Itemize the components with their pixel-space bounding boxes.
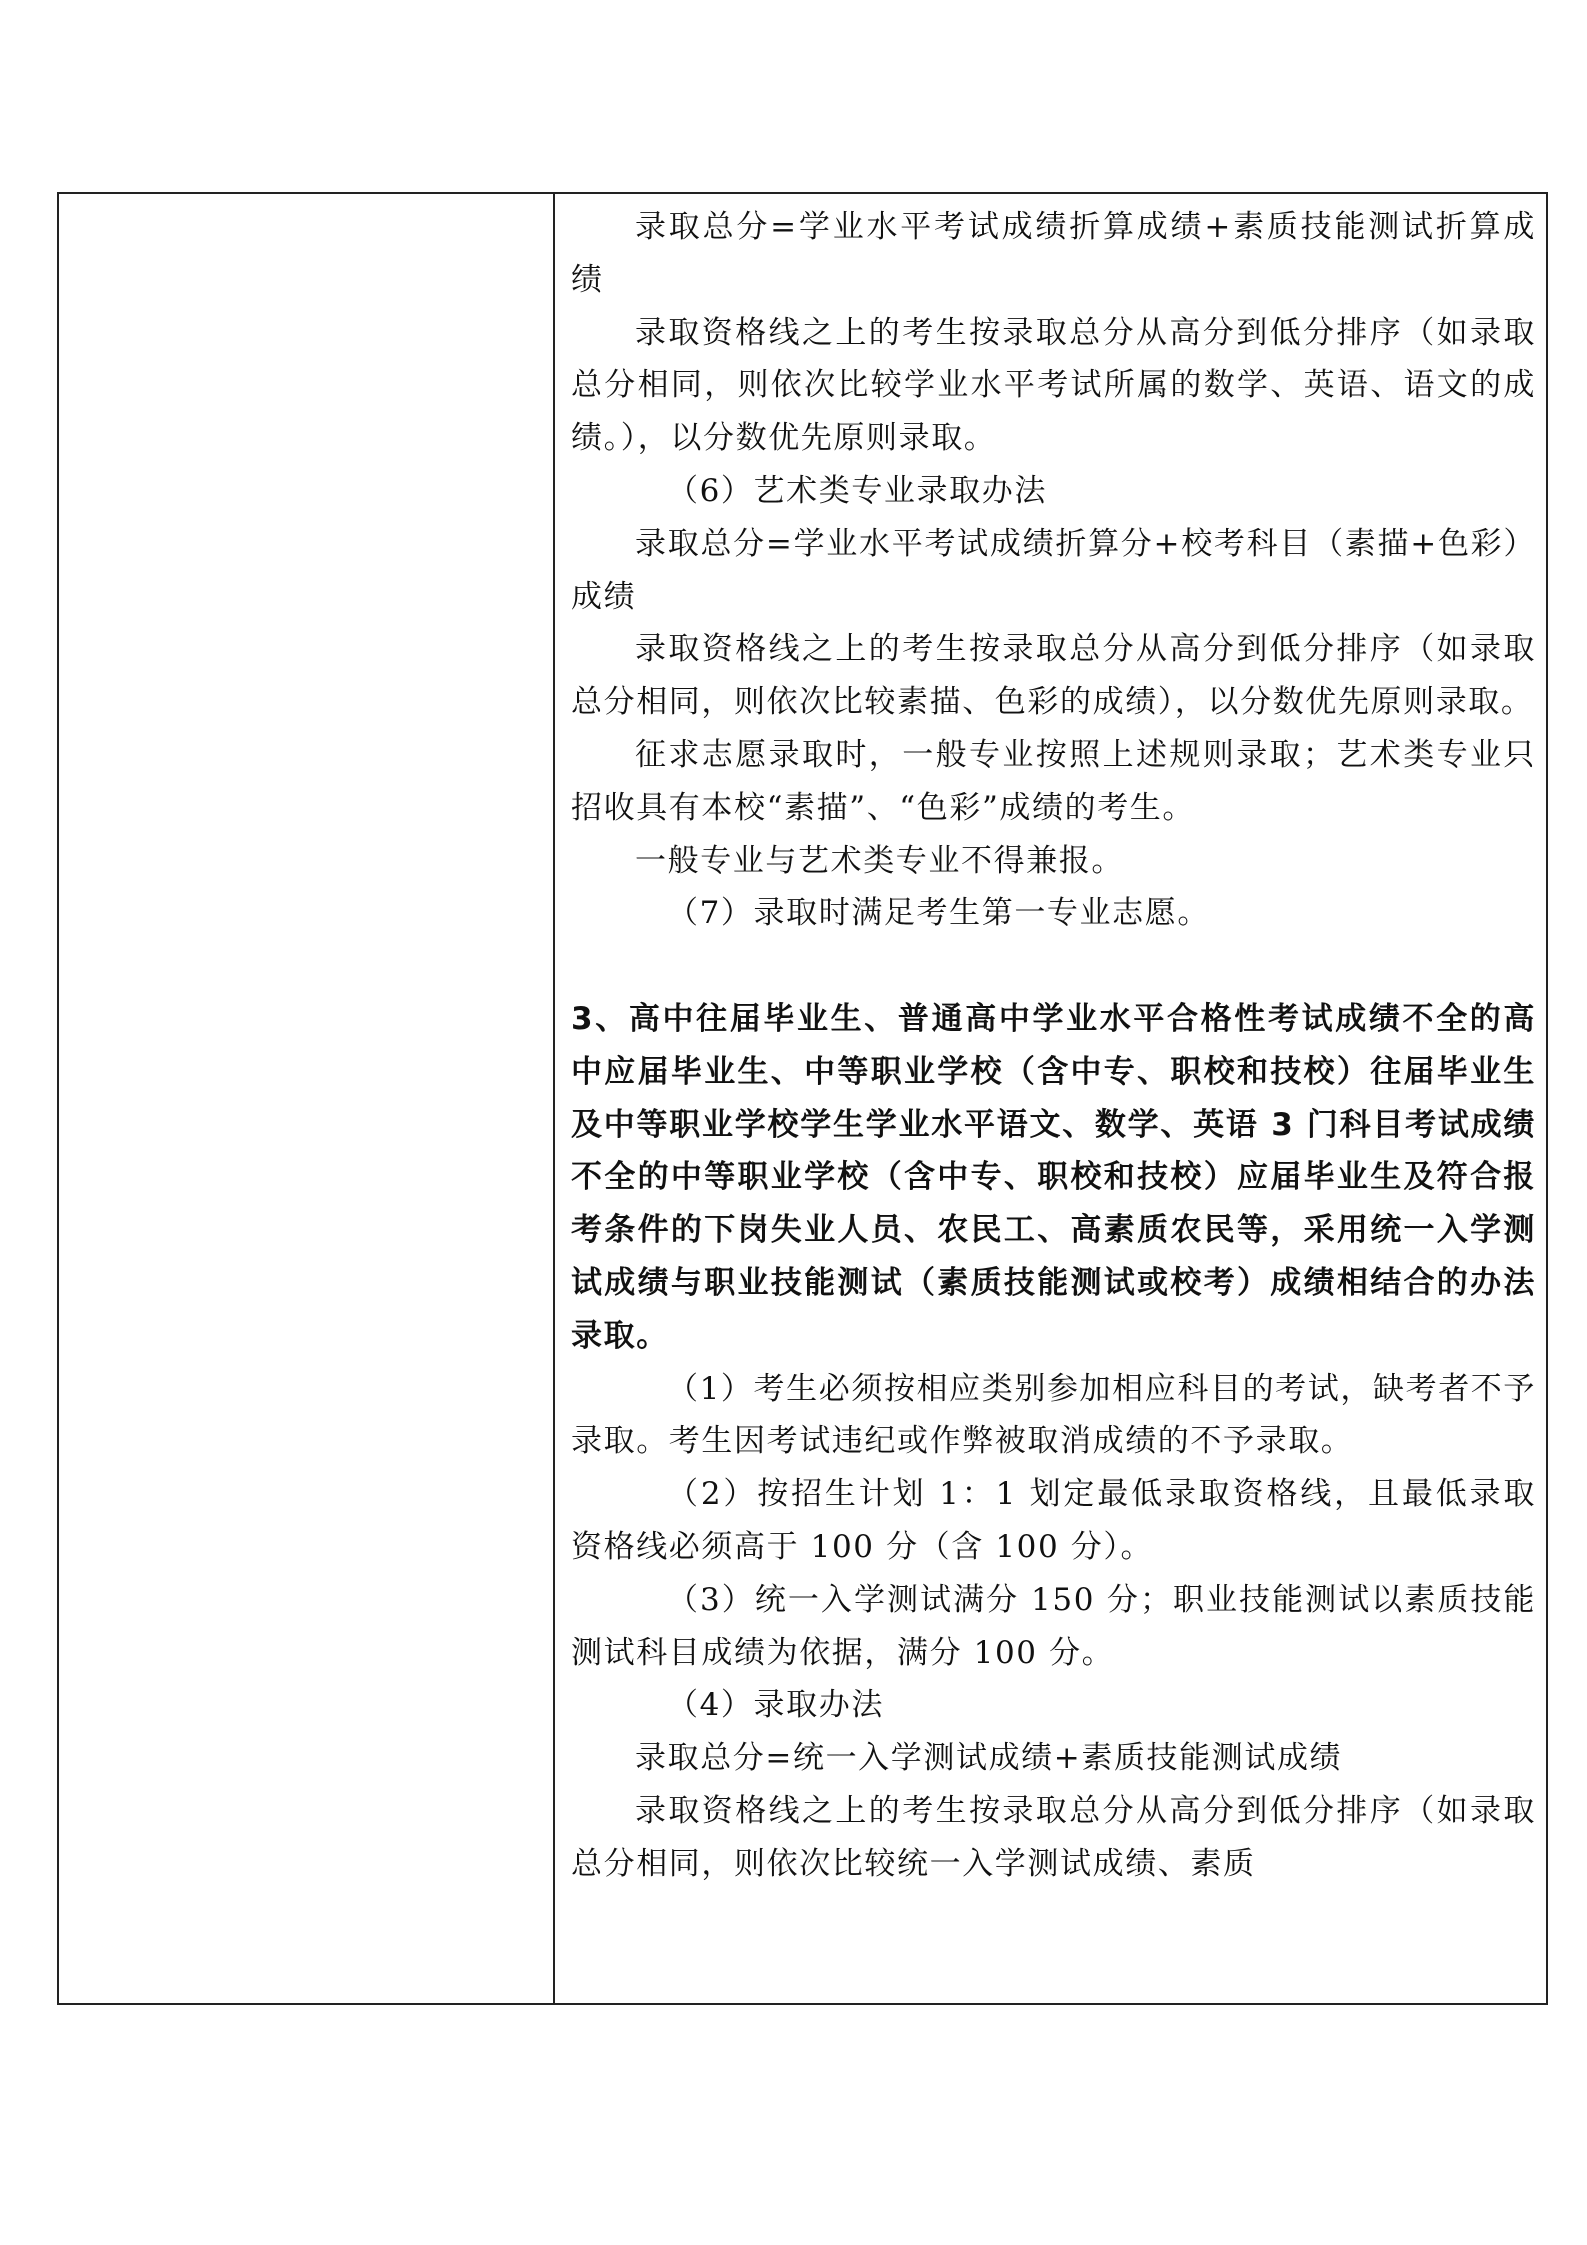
document-table — [57, 192, 1548, 2005]
paragraph-item-2: （2）按招生计划 1：1 划定最低录取资格线，且最低录取资格线必须高于 100 分（含 100 分）。 — [571, 1476, 1536, 1565]
paragraph-ranking-rule-2: 录取资格线之上的考生按录取总分从高分到低分排序（如录取总分相同，则依次比较统一入学测试成绩、素质 — [571, 1792, 1536, 1882]
paragraph-item-4-title: （4）录取办法 — [667, 1687, 884, 1724]
section3-heading: 3、高中往届毕业生、普通高中学业水平合格性考试成绩不全的高中应届毕业生、中等职业学校（含中专、职校和技校）往届毕业生及中等职业学校学生学业水平语文、数学、英语 3 门科目考试成绩不全的中等职业学校（含中专、职校和技校）应届毕业生及符合报考条件的下岗失业人员、农民工、高素质农民等，采用统一入学测试成绩与职业技能测试（素质技能测试或校考）成绩相结合的办法录取。 — [571, 1000, 1536, 1354]
paragraph-art-total-formula: 录取总分=学业水平考试成绩折算分+校考科目（素描+色彩）成绩 — [571, 525, 1536, 615]
paragraph-supplementary-admission: 征求志愿录取时，一般专业按照上述规则录取；艺术类专业只招收具有本校“素描”、“色彩”成绩的考生。 — [571, 736, 1536, 826]
section-spacer — [571, 940, 1536, 993]
paragraph-art-ranking-rule: 录取资格线之上的考生按录取总分从高分到低分排序（如录取总分相同，则依次比较素描、色彩的成绩），以分数优先原则录取。 — [571, 631, 1536, 721]
paragraph-first-choice: （7）录取时满足考生第一专业志愿。 — [667, 895, 1210, 932]
paragraph-admission-total-formula: 录取总分=学业水平考试成绩折算成绩+素质技能测试折算成绩 — [571, 209, 1536, 298]
table-right-cell — [555, 194, 1546, 2003]
table-left-cell — [59, 194, 555, 2003]
paragraph-no-dual-application: 一般专业与艺术类专业不得兼报。 — [635, 842, 1124, 879]
paragraph-art-admission-title: （6）艺术类专业录取办法 — [667, 472, 1047, 509]
paragraph-total-formula-2: 录取总分=统一入学测试成绩+素质技能测试成绩 — [635, 1740, 1343, 1777]
paragraph-item-3: （3）统一入学测试满分 150 分；职业技能测试以素质技能测试科目成绩为依据，满分 100 分。 — [571, 1581, 1536, 1671]
paragraph-item-1: （1）考生必须按相应类别参加相应科目的考试，缺考者不予录取。考生因考试违纪或作弊被取消成绩的不予录取。 — [571, 1370, 1536, 1460]
paragraph-ranking-rule: 录取资格线之上的考生按录取总分从高分到低分排序（如录取总分相同，则依次比较学业水平考试所属的数学、英语、语文的成绩。），以分数优先原则录取。 — [571, 314, 1536, 457]
